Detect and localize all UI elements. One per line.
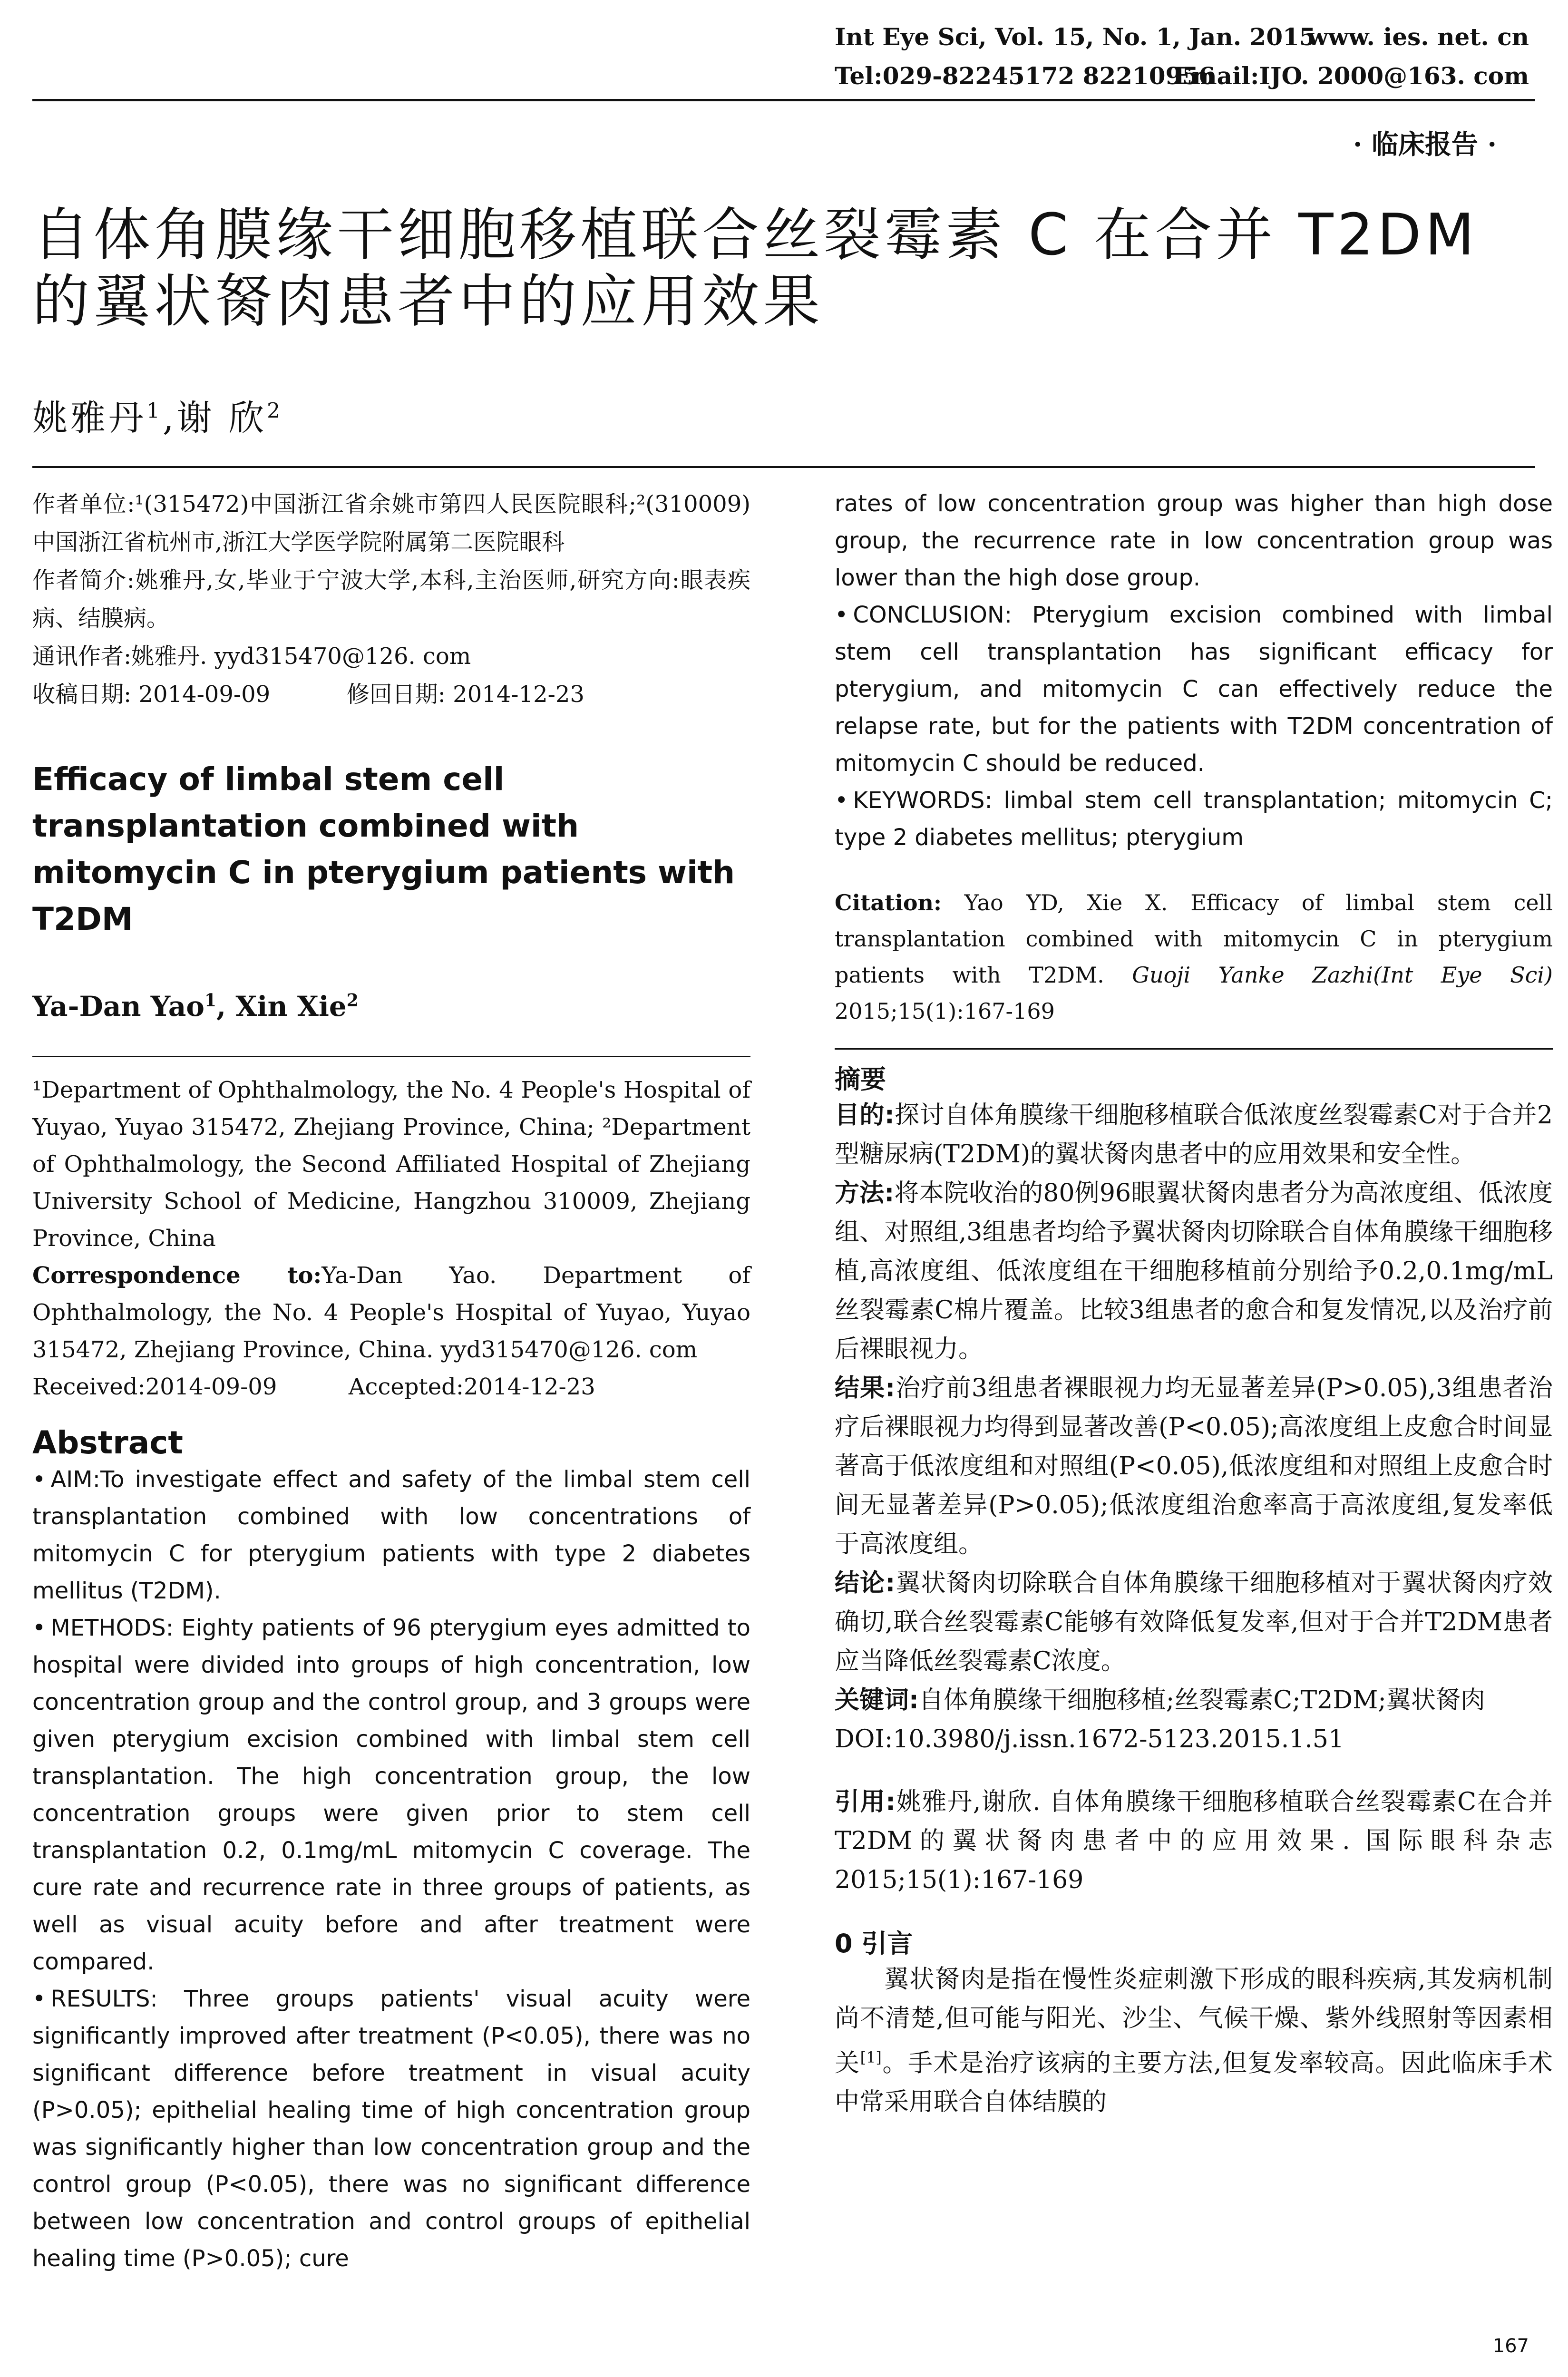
journal-line: Int Eye Sci, Vol. 15, No. 1, Jan. 2015 — [835, 23, 1316, 51]
correspondence-text: Ya-Dan Yao. Department of Ophthalmology, the No. 4 People's Hospital of Yuyao, Yuyao 315472, Zhejiang Province, China. yyd315470@126. com — [32, 1262, 751, 1363]
intro-text: 翼状胬肉是指在慢性炎症刺激下形成的眼科疾病,其发病机制尚不清楚,但可能与阳光、沙尘、气候干燥、紫外线照射等因素相关 — [835, 1965, 1553, 2078]
cn-abstract-methods — [835, 1174, 1553, 1369]
cn-abstract-heading: 摘要 — [835, 1064, 886, 1094]
intro-ref: [1] — [860, 2048, 882, 2066]
conclusion-label: CONCLUSION: — [853, 602, 1012, 628]
received-date: Received:2014-09-09 — [32, 1374, 277, 1400]
correspondence-cn: 通讯作者:姚雅丹. yyd315470@126. com — [32, 643, 471, 670]
methods-label: METHODS: — [50, 1615, 174, 1641]
cn-results-text: 治疗前3组患者裸眼视力均无显著差异(P>0.05),3组患者治疗后裸眼视力均得到显著改善(P<0.05);高浓度组上皮愈合时间显著高于低浓度组和对照组(P<0.05),低浓度组和对照组上皮愈合时间无显著差异(P>0.05);低浓度组治愈率高于高浓度组,复发率低于高浓度组。 — [835, 1374, 1553, 1559]
abstract-methods: • METHODS: Eighty patients of 96 pterygium eyes admitted to hospital were divided into groups of high concentration, low concentration group and the control group, and 3 groups were given pterygium excision combined with limbal stem cell transplantation. The high concentration group, the low concentration groups were given prior to stem cell transplantation 0.2, 0.1mg/mL mitomycin C coverage. The cure rate and recurrence rate in three groups of patients, as well as visual acuity before and after treatment were compared. — [32, 1615, 750, 1975]
citation-text: Yao YD, Xie X. Efficacy of limbal stem cell transplantation combined with mitomycin C in pterygium patients with T2DM. — [835, 890, 1553, 988]
header-rule — [32, 99, 1535, 101]
abstract-results: • RESULTS: Three groups patients' visual acuity were significantly improved after treatment (P<0.05), there was no significant difference before treatment in visual acuity (P>0.05); epithelial healing time of high concentration group was significantly higher than low concentration group and the control group (P<0.05), there was no significant difference between low concentration and control groups of epithelial healing time (P>0.05); cure — [32, 1986, 750, 2272]
citation-journal: Guoji Yanke Zazhi(Int Eye Sci) — [1132, 962, 1553, 988]
cn-methods-label: 方法: — [835, 1179, 895, 1208]
author-name: 谢 欣 — [176, 398, 267, 438]
abstract-conclusion: • CONCLUSION: Pterygium excision combined with limbal stem cell transplantation has significant efficacy for pterygium, and mitomycin C can effectively reduce the relapse rate, but for the patients with T2DM concentration of mitomycin C should be reduced. — [835, 602, 1553, 777]
title-rule — [32, 466, 1535, 468]
aim-label: AIM: — [50, 1466, 100, 1493]
abstract-heading: Abstract — [32, 1424, 183, 1461]
methods-text: Eighty patients of 96 pterygium eyes admitted to hospital were divided into groups of high concentration, low concentration group and the control group, and 3 groups were given pterygium excision combined with limbal stem cell transplantation. The high concentration group, the low concentration groups were given prior to stem cell transplantation 0.2, 0.1mg/mL mitomycin C coverage. The cure rate and recurrence rate in three groups of patients, as well as visual acuity before and after treatment were compared. — [32, 1615, 750, 1975]
author-mark: 2 — [267, 399, 283, 423]
dates-cn — [32, 675, 750, 713]
citation-en — [835, 885, 1553, 1029]
english-correspondence — [32, 1257, 750, 1368]
author-separator: , — [216, 990, 236, 1023]
cn-abstract-aim — [835, 1096, 1553, 1174]
cn-conclusion-label: 结论: — [835, 1569, 896, 1598]
citation-tail: 2015;15(1):167-169 — [835, 998, 1055, 1024]
cn-citation-label: 引用: — [835, 1788, 896, 1816]
cn-keywords-text: 自体角膜缘干细胞移植;丝裂霉素C;T2DM;翼状胬肉 — [918, 1686, 1485, 1715]
received-date: 收稿日期: 2014-09-09 — [32, 681, 271, 708]
citation-cn — [835, 1783, 1553, 1900]
journal-website: www. ies. net. cn — [1307, 23, 1529, 51]
revised-date: 修回日期: 2014-12-23 — [346, 681, 584, 708]
english-affiliation: ¹Department of Ophthalmology, the No. 4 People's Hospital of Yuyao, Yuyao 315472, Zhejiang Province, China; ²Department of Ophthalmology, the Second Affiliated Hospital of Zhejiang University School of Medicine, Hangzhou 310009, Zhejiang Province, China — [32, 1077, 750, 1252]
abstract-keywords: • KEYWORDS: limbal stem cell transplantation; mitomycin C; type 2 diabetes mellitus; pterygium — [835, 787, 1553, 851]
cn-aim-label: 目的: — [835, 1101, 895, 1130]
author-name: Ya-Dan Yao — [32, 990, 205, 1023]
results-label: RESULTS: — [50, 1986, 158, 2012]
author-mark: 1 — [146, 399, 163, 423]
intro-paragraph — [835, 1960, 1553, 2122]
section-tag: · 临床报告 · — [1353, 129, 1497, 160]
affiliation-cn: 作者单位:¹(315472)中国浙江省余姚市第四人民医院眼科;²(310009)中国浙江省杭州市,浙江大学医学院附属第二医院眼科 — [32, 491, 750, 555]
citation-label: Citation: — [835, 890, 942, 916]
left-column — [32, 485, 750, 2277]
abstract-results-continued: rates of low concentration group was higher than high dose group, the recurrence rate in low concentration group was lower than the high dose group. — [835, 490, 1553, 591]
page-number: 167 — [1492, 2335, 1529, 2357]
results-text: Three groups patients' visual acuity were significantly improved after treatment (P<0.05), there was no significant difference before treatment in visual acuity (P>0.05); epithelial healing time of high concentration group was significantly higher than low concentration group and the control group (P<0.05), there was no significant difference between low concentration and control groups of epithelial healing time (P>0.05); cure — [32, 1986, 750, 2272]
cn-abstract-results — [835, 1369, 1553, 1564]
author-name: Xin Xie — [235, 990, 347, 1023]
bio-cn: 作者简介:姚雅丹,女,毕业于宁波大学,本科,主治医师,研究方向:眼表疾病、结膜病。 — [32, 567, 750, 632]
english-authors — [32, 990, 750, 1023]
abstract-aim: • AIM:To investigate effect and safety of the limbal stem cell transplantation combined with low concentrations of mitomycin C for pterygium patients with type 2 diabetes mellitus (T2DM). — [32, 1466, 750, 1604]
author-name: 姚雅丹 — [32, 398, 146, 438]
cn-aim-text: 探讨自体角膜缘干细胞移植联合低浓度丝裂霉素C对于合并2型糖尿病(T2DM)的翼状胬肉患者中的应用效果和安全性。 — [835, 1101, 1553, 1169]
keywords-label: KEYWORDS: — [853, 787, 993, 814]
journal-email: Email:IJO. 2000@163. com — [1173, 62, 1529, 90]
journal-tel: Tel:029-82245172 82210956 — [835, 62, 1215, 90]
authors-cn — [32, 390, 283, 440]
conclusion-text: Pterygium excision combined with limbal stem cell transplantation has significant efficacy for pterygium, and mitomycin C can effectively reduce the relapse rate, but for the patients with T2DM concentration of mitomycin C should be reduced. — [835, 602, 1553, 777]
cn-keywords-label: 关键词: — [835, 1686, 919, 1715]
cn-citation-text: 姚雅丹,谢欣. 自体角膜缘干细胞移植联合丝裂霉素C在合并T2DM的翼状胬肉患者中的应用效果. 国际眼科杂志 2015;15(1):167-169 — [835, 1788, 1553, 1894]
english-dates — [32, 1368, 750, 1405]
page-title: 自体角膜缘干细胞移植联合丝裂霉素 C 在合并 T2DM 的翼状胬肉患者中的应用效果 — [32, 202, 1478, 335]
cn-abstract-keywords — [835, 1681, 1553, 1720]
cn-results-label: 结果: — [835, 1374, 896, 1403]
cn-abstract-conclusion — [835, 1564, 1553, 1681]
intro-text-continued: 。手术是治疗该病的主要方法,但复发率较高。因此临床手术中常采用联合自体结膜的 — [835, 2049, 1553, 2117]
author-mark: 1 — [204, 990, 217, 1011]
english-title: Efficacy of limbal stem cell transplantation combined with mitomycin C in pterygium patients with T2DM — [32, 761, 735, 937]
cn-conclusion-text: 翼状胬肉切除联合自体角膜缘干细胞移植对于翼状胬肉疗效确切,联合丝裂霉素C能够有效降低复发率,但对于合并T2DM患者应当降低丝裂霉素C浓度。 — [835, 1569, 1553, 1676]
correspondence-label: Correspondence to: — [32, 1262, 322, 1289]
intro-heading: 0 引言 — [835, 1929, 913, 1958]
author-separator: , — [163, 398, 177, 438]
right-column — [835, 485, 1553, 2122]
doi: DOI:10.3980/j.issn.1672-5123.2015.1.51 — [835, 1725, 1344, 1754]
keywords-text: limbal stem cell transplantation; mitomycin C; type 2 diabetes mellitus; pterygium — [835, 787, 1553, 851]
accepted-date: Accepted:2014-12-23 — [348, 1374, 595, 1400]
cn-methods-text: 将本院收治的80例96眼翼状胬肉患者分为高浓度组、低浓度组、对照组,3组患者均给予翼状胬肉切除联合自体角膜缘干细胞移植,高浓度组、低浓度组在干细胞移植前分别给予0.2,0.1mg/mL丝裂霉素C棉片覆盖。比较3组患者的愈合和复发情况,以及治疗前后裸眼视力。 — [835, 1179, 1553, 1364]
aim-text: To investigate effect and safety of the limbal stem cell transplantation combined with low concentrations of mitomycin C for pterygium patients with type 2 diabetes mellitus (T2DM). — [32, 1466, 750, 1604]
author-mark: 2 — [346, 990, 359, 1011]
